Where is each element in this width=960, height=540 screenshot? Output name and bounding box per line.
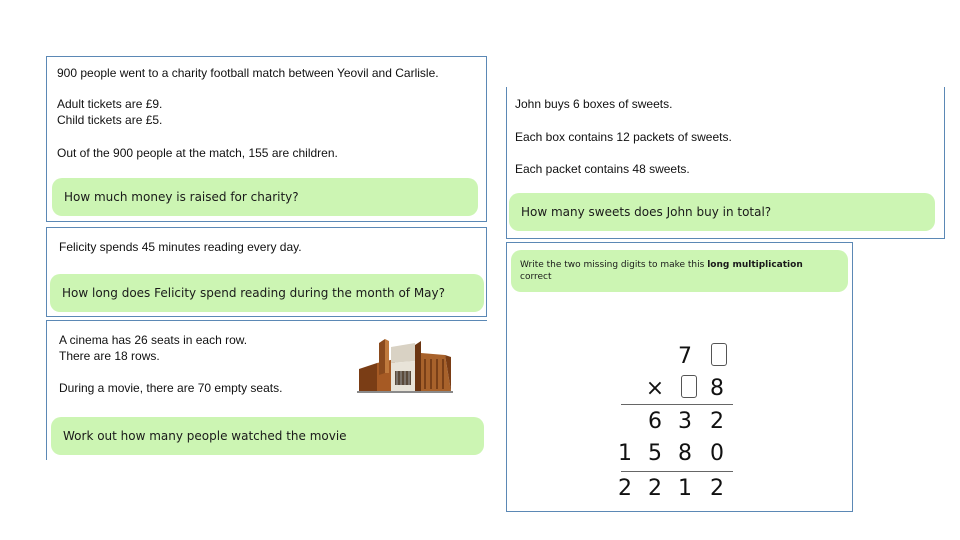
card1-line-1: 900 people went to a charity football match between Yeovil and Carlisle. — [57, 66, 439, 80]
partial1-digit-2: 3 — [678, 409, 692, 434]
card3-line-1: A cinema has 26 seats in each row. — [59, 333, 248, 347]
card3-question: Work out how many people watched the movie — [51, 417, 484, 455]
digit-row2-units: 8 — [710, 376, 724, 401]
card5-question — [511, 250, 848, 292]
card1-line-2: Adult tickets are £9. — [57, 97, 163, 111]
card1-question: How much money is raised for charity? — [52, 178, 478, 216]
rule-line-2 — [621, 471, 733, 472]
card4-line-1: John buys 6 boxes of sweets. — [515, 97, 673, 111]
partial1-digit-1: 6 — [648, 409, 662, 434]
card1-line-3: Child tickets are £5. — [57, 113, 163, 127]
card4-line-3: Each packet contains 48 sweets. — [515, 162, 690, 176]
result-digit-4: 2 — [710, 476, 724, 501]
digit-row1-tens: 7 — [678, 344, 692, 369]
card-cinema — [46, 320, 487, 460]
missing-digit-box-2[interactable] — [681, 375, 697, 398]
card5-question-suffix: correct — [520, 272, 552, 282]
partial2-digit-2: 5 — [648, 441, 662, 466]
partial2-digit-3: 8 — [678, 441, 692, 466]
card4-line-2: Each box contains 12 packets of sweets. — [515, 130, 732, 144]
rule-line-1 — [621, 404, 733, 405]
result-digit-1: 2 — [618, 476, 632, 501]
card1-line-4: Out of the 900 people at the match, 155 are children. — [57, 146, 338, 160]
card3-line-3: During a movie, there are 70 empty seats. — [59, 381, 283, 395]
card2-question: How long does Felicity spend reading during the month of May? — [50, 274, 484, 312]
missing-digit-box-1[interactable] — [711, 343, 727, 366]
partial2-digit-4: 0 — [710, 441, 724, 466]
card2-line-1: Felicity spends 45 minutes reading every day. — [59, 240, 302, 254]
result-digit-3: 1 — [678, 476, 692, 501]
partial1-digit-3: 2 — [710, 409, 724, 434]
card-felicity-reading — [46, 227, 487, 317]
partial2-digit-1: 1 — [618, 441, 632, 466]
card-john-sweets — [506, 87, 945, 239]
card3-line-2: There are 18 rows. — [59, 349, 160, 363]
cinema-building-icon — [355, 333, 455, 395]
card5-question-prefix: Write the two missing digits to make this — [520, 260, 705, 270]
multiply-sign: × — [645, 376, 665, 401]
card-long-multiplication — [506, 242, 853, 512]
card5-question-bold: long multiplication — [707, 260, 803, 270]
card-charity-match — [46, 56, 487, 222]
result-digit-2: 2 — [648, 476, 662, 501]
card4-question: How many sweets does John buy in total? — [509, 193, 935, 231]
